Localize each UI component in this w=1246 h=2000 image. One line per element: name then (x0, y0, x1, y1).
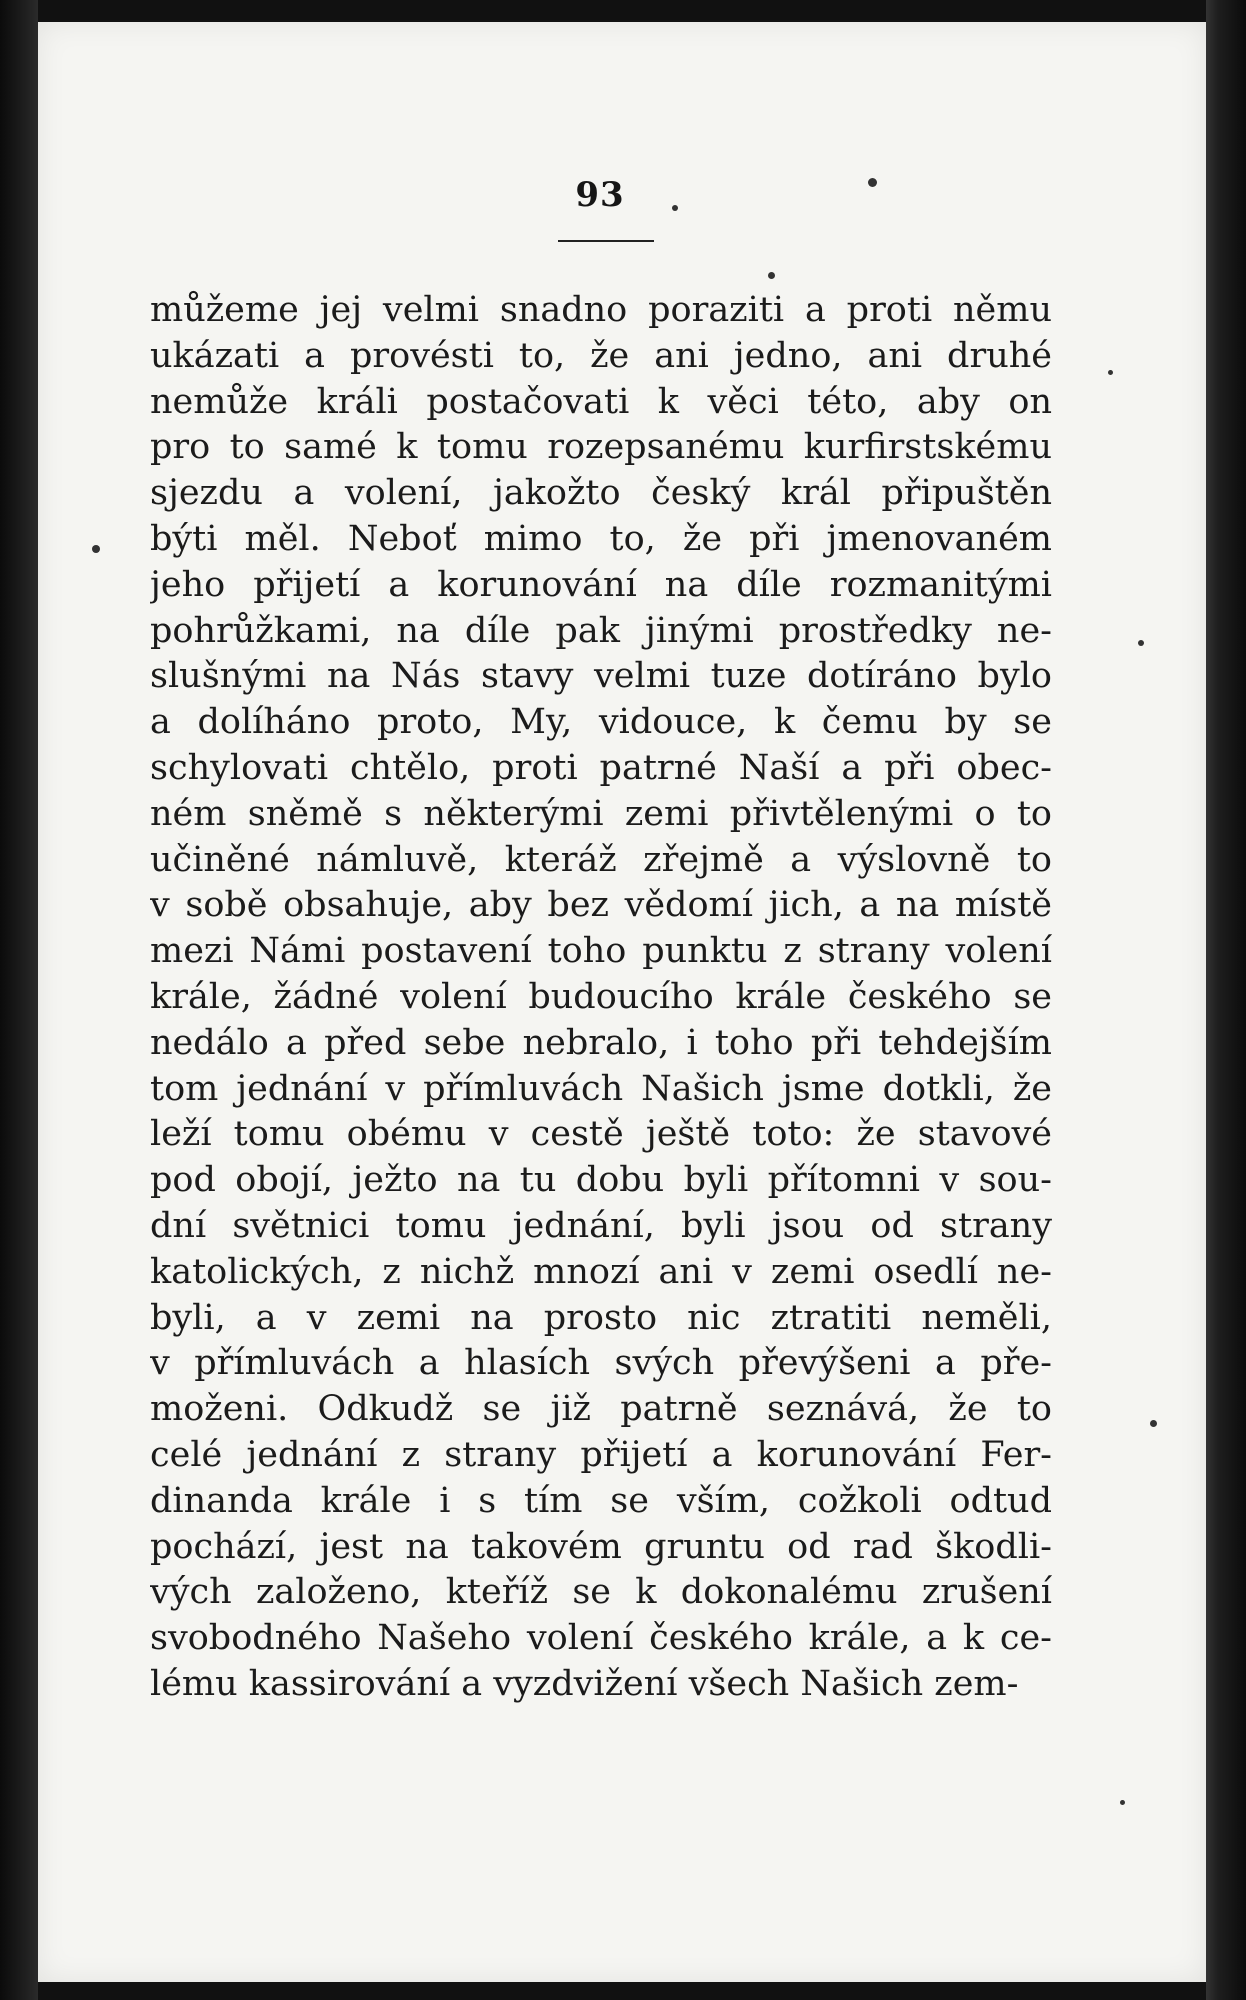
text-line: nedálo a před sebe nebralo, i toho při tehdejším (150, 1022, 1052, 1063)
text-line: celé jednání z strany přijetí a korunování Fer- (150, 1434, 1052, 1475)
text-line: pohrůžkami, na díle pak jinými prostředky ne- (150, 610, 1052, 651)
text-line: katolických, z nichž mnozí ani v zemi osedlí ne- (150, 1251, 1052, 1292)
ink-speck (672, 205, 678, 211)
text-line: býti měl. Neboť mimo to, že při jmenovaném (150, 518, 1052, 559)
page-number: 93 (575, 175, 625, 215)
text-line: svobodného Našeho volení českého krále, a k ce- (150, 1618, 1052, 1659)
text-line: pod obojí, ježto na tu dobu byli přítomni v sou- (150, 1160, 1052, 1201)
text-line: slušnými na Nás stavy velmi tuze dotíráno bylo (150, 656, 1052, 697)
text-line: byli, a v zemi na prosto nic ztratiti neměli, (150, 1297, 1052, 1338)
page-number-underline (558, 240, 654, 242)
text-line: leží tomu obému v cestě ještě toto: že stavové (150, 1114, 1052, 1155)
text-line: krále, žádné volení budoucího krále českého se (150, 976, 1052, 1017)
body-text (150, 288, 1052, 1708)
text-line: v přímluvách a hlasích svých převýšeni a pře- (150, 1343, 1052, 1384)
text-line: ném sněmě s některými zemi přivtělenými o to (150, 793, 1052, 834)
ink-speck (1138, 640, 1144, 646)
text-line: můžeme jej velmi snadno poraziti a proti němu (150, 290, 1052, 330)
ink-speck (92, 545, 100, 553)
text-line: schylovati chtělo, proti patrné Naší a při obec- (150, 747, 1052, 788)
text-line: a dolíháno proto, My, vidouce, k čemu by se (150, 702, 1052, 743)
text-line: jeho přijetí a korunování na díle rozmanitými (150, 564, 1052, 605)
text-line: lému kassirování a vyzdvižení všech Našich zem- (150, 1663, 1019, 1704)
ink-speck (768, 272, 775, 279)
text-line: učiněné námluvě, kteráž zřejmě a výslovně to (150, 839, 1052, 880)
text-line: tom jednání v přímluvách Našich jsme dotkli, že (150, 1068, 1052, 1109)
text-line: v sobě obsahuje, aby bez vědomí jich, a na místě (150, 885, 1052, 926)
text-line: dinanda krále i s tím se vším, cožkoli odtud (150, 1480, 1052, 1521)
text-line: vých založeno, kteříž se k dokonalému zrušení (150, 1572, 1052, 1613)
left-book-edge (0, 0, 38, 2000)
right-book-edge (1206, 0, 1246, 2000)
text-line: dní světnici tomu jednání, byli jsou od strany (150, 1205, 1052, 1246)
text-line: moženi. Odkudž se již patrně seznává, že to (150, 1389, 1052, 1430)
text-line: nemůže králi postačovati k věci této, aby on (150, 381, 1052, 422)
ink-speck (1108, 370, 1113, 375)
text-line: sjezdu a volení, jakožto český král připuštěn (150, 473, 1052, 514)
ink-speck (1150, 1420, 1157, 1427)
text-line: ukázati a provésti to, že ani jedno, ani druhé (150, 335, 1052, 376)
text-line: pochází, jest na takovém gruntu od rad škodli- (150, 1526, 1052, 1567)
text-line: mezi Námi postavení toho punktu z strany volení (150, 931, 1052, 972)
ink-speck (868, 178, 877, 187)
text-line: pro to samé k tomu rozepsanému kurfirstskému (150, 427, 1052, 468)
ink-speck (1120, 1800, 1125, 1805)
